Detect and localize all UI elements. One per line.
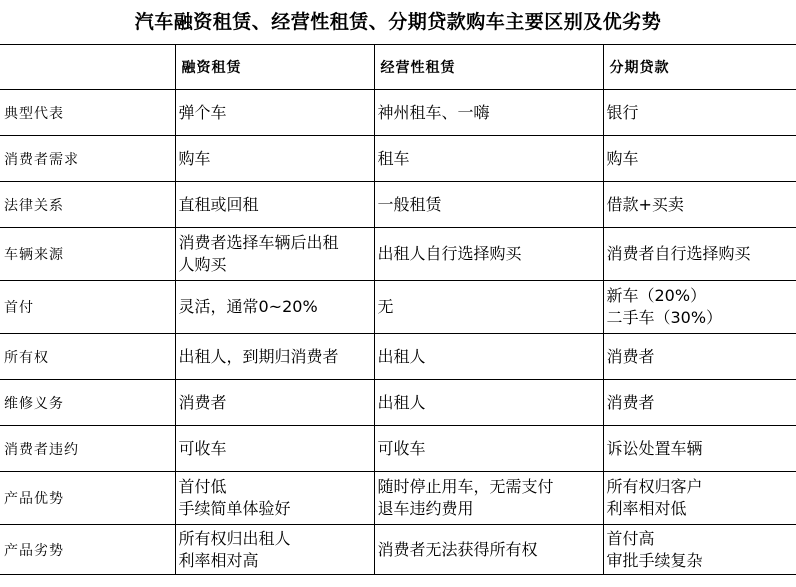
row-label: 典型代表: [0, 90, 175, 136]
table-cell: 直租或回租: [175, 182, 374, 228]
table-cell: 所有权归出租人 利率相对高: [175, 525, 374, 575]
table-cell: 无: [374, 281, 603, 334]
table-row: [0, 182, 796, 228]
table-row: [0, 90, 796, 136]
row-label: 车辆来源: [0, 228, 175, 281]
table-cell: 诉讼处置车辆: [603, 426, 796, 472]
table-row: [0, 136, 796, 182]
table-cell: 消费者自行选择购买: [603, 228, 796, 281]
table-cell: 借款+买卖: [603, 182, 796, 228]
table-cell: 出租人: [374, 334, 603, 380]
comparison-table: [0, 44, 796, 575]
table-cell: 出租人自行选择购买: [374, 228, 603, 281]
row-label: 首付: [0, 281, 175, 334]
table-row: [0, 281, 796, 334]
header-cell-blank: [0, 45, 175, 90]
table-cell: 随时停止用车，无需支付 退车违约费用: [374, 472, 603, 525]
table-cell: 消费者: [603, 380, 796, 426]
table-row: [0, 426, 796, 472]
table-row: [0, 228, 796, 281]
table-cell: 购车: [603, 136, 796, 182]
table-row: [0, 472, 796, 525]
table-cell: 出租人: [374, 380, 603, 426]
table-cell: 消费者无法获得所有权: [374, 525, 603, 575]
row-label: 产品优势: [0, 472, 175, 525]
table-row: [0, 334, 796, 380]
row-label: 维修义务: [0, 380, 175, 426]
header-cell-financial-lease: 融资租赁: [175, 45, 374, 90]
header-row: [0, 45, 796, 90]
header-cell-operating-lease: 经营性租赁: [374, 45, 603, 90]
header-cell-installment-loan: 分期贷款: [603, 45, 796, 90]
table-cell: 租车: [374, 136, 603, 182]
row-label: 法律关系: [0, 182, 175, 228]
row-label: 消费者违约: [0, 426, 175, 472]
table-cell: 购车: [175, 136, 374, 182]
table-cell: 弹个车: [175, 90, 374, 136]
table-cell: 新车（20%） 二手车（30%）: [603, 281, 796, 334]
row-label: 消费者需求: [0, 136, 175, 182]
page-title: 汽车融资租赁、经营性租赁、分期贷款购车主要区别及优劣势: [134, 11, 662, 33]
table-cell: 消费者: [603, 334, 796, 380]
table-cell: 银行: [603, 90, 796, 136]
table-cell: 首付高 审批手续复杂: [603, 525, 796, 575]
table-cell: 首付低 手续简单体验好: [175, 472, 374, 525]
table-cell: 灵活，通常0~20%: [175, 281, 374, 334]
table-row: [0, 380, 796, 426]
table-cell: 出租人，到期归消费者: [175, 334, 374, 380]
table-cell: 一般租赁: [374, 182, 603, 228]
table-cell: 消费者: [175, 380, 374, 426]
table-cell: 神州租车、一嗨: [374, 90, 603, 136]
table-cell: 所有权归客户 利率相对低: [603, 472, 796, 525]
table-row: [0, 525, 796, 575]
table-cell: 可收车: [374, 426, 603, 472]
row-label: 所有权: [0, 334, 175, 380]
table-cell: 消费者选择车辆后出租 人购买: [175, 228, 374, 281]
table-cell: 可收车: [175, 426, 374, 472]
row-label: 产品劣势: [0, 525, 175, 575]
